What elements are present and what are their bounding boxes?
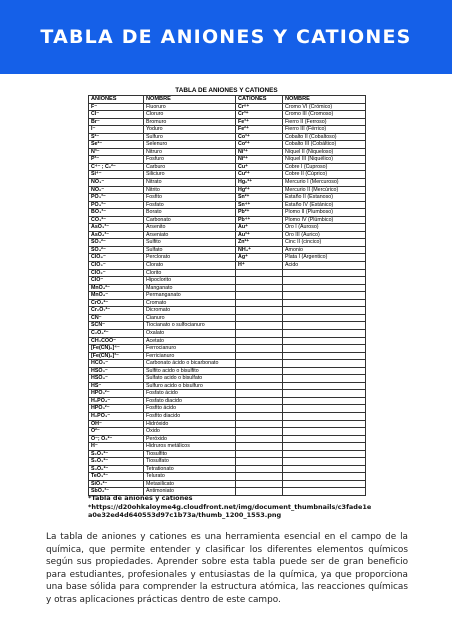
cation-formula [236, 405, 283, 413]
anion-name: Ferricianuro [144, 352, 236, 360]
header-nombre-cation: NOMBRE [283, 96, 366, 104]
table-row [89, 262, 366, 270]
anion-name: Tiosulfato [144, 458, 236, 466]
table-row [89, 224, 366, 232]
anion-formula: F⁻ [89, 103, 144, 111]
anion-formula: Cr₂O₇²⁻ [89, 307, 144, 315]
anion-name: Telurato [144, 473, 236, 481]
cation-formula: Co³⁺ [236, 133, 283, 141]
table-row [89, 405, 366, 413]
table-row [89, 412, 366, 420]
cation-name: Estaño IV (Estánico) [283, 201, 366, 209]
table-header-row [89, 96, 366, 104]
anion-formula: NO₃⁻ [89, 179, 144, 187]
anion-formula: MnO₄²⁻ [89, 284, 144, 292]
cation-formula [236, 329, 283, 337]
cation-formula [236, 480, 283, 488]
table-title: TABLA DE ANIONES Y CATIONES [175, 87, 278, 94]
caption-title: *Tabla de aniones y cationes [88, 494, 193, 502]
anion-formula: Si⁴⁻ [89, 171, 144, 179]
table-row [89, 201, 366, 209]
cation-name [283, 435, 366, 443]
table-row [89, 337, 366, 345]
cation-formula: Zn²⁺ [236, 239, 283, 247]
cation-formula: Cr⁶⁺ [236, 103, 283, 111]
cation-formula: Fe³⁺ [236, 118, 283, 126]
cation-name: Fierro II (Ferroso) [283, 118, 366, 126]
anion-name: Fosfito diacido [144, 412, 236, 420]
cation-formula [236, 345, 283, 353]
cation-formula: Cu²⁺ [236, 171, 283, 179]
cation-formula [236, 465, 283, 473]
anion-name: Borato [144, 209, 236, 217]
anion-name: Dicromato [144, 307, 236, 315]
cation-formula [236, 390, 283, 398]
anion-formula: O²⁻ [89, 428, 144, 436]
anion-name: Sulfito acido o bisulfito [144, 367, 236, 375]
anion-name: Metasilicato [144, 480, 236, 488]
anion-name: Perclorato [144, 254, 236, 262]
table-row [89, 126, 366, 134]
anion-formula: H₂PO₃⁻ [89, 412, 144, 420]
anion-name: Selenuro [144, 141, 236, 149]
anion-formula: HPO₃²⁻ [89, 390, 144, 398]
anion-formula: SO₄²⁻ [89, 246, 144, 254]
anion-name: Fosfito [144, 194, 236, 202]
cation-name [283, 345, 366, 353]
cation-name [283, 443, 366, 451]
cation-formula [236, 412, 283, 420]
table-row [89, 246, 366, 254]
cation-name: Mercurio I (Mercuroso) [283, 179, 366, 187]
table-row [89, 307, 366, 315]
anion-name: Oxalato [144, 329, 236, 337]
cation-name: Fierro III (Férrico) [283, 126, 366, 134]
table-row [89, 360, 366, 368]
cation-name [283, 337, 366, 345]
table-row [89, 194, 366, 202]
anion-formula: ClO₂⁻ [89, 269, 144, 277]
anion-name: Fosfuro [144, 156, 236, 164]
anion-formula: S₄O₆²⁻ [89, 465, 144, 473]
cation-name [283, 277, 366, 285]
table-row [89, 329, 366, 337]
anion-formula: S₂O₃²⁻ [89, 458, 144, 466]
anion-name: Siliciuro [144, 171, 236, 179]
cation-formula: Co²⁺ [236, 141, 283, 149]
anion-name: Nitrito [144, 186, 236, 194]
anion-name: Tetrationato [144, 465, 236, 473]
anion-formula: CrO₄²⁻ [89, 299, 144, 307]
cation-formula [236, 382, 283, 390]
image-caption [88, 494, 388, 520]
cation-name [283, 480, 366, 488]
table-row [89, 458, 366, 466]
cation-name [283, 473, 366, 481]
anion-name: Ferrocianuro [144, 345, 236, 353]
anion-name: Sulfato [144, 246, 236, 254]
cation-formula [236, 314, 283, 322]
anion-name: Tiocianato o sulfocianuro [144, 322, 236, 330]
cation-formula [236, 428, 283, 436]
anion-name: Manganato [144, 284, 236, 292]
cation-formula [236, 269, 283, 277]
cation-name [283, 269, 366, 277]
anion-name: Clorato [144, 262, 236, 270]
table-row [89, 443, 366, 451]
anion-name: Cianuro [144, 314, 236, 322]
anion-formula: HSO₃⁻ [89, 367, 144, 375]
anion-formula: TeO₃²⁻ [89, 473, 144, 481]
table-row [89, 465, 366, 473]
cation-formula: Hg²⁺ [236, 186, 283, 194]
cation-name: Cinc II (cincico) [283, 239, 366, 247]
table-row [89, 148, 366, 156]
anion-name: Carbonato [144, 216, 236, 224]
anion-name: Antimoniato [144, 488, 236, 496]
cation-formula: NH₄⁺ [236, 246, 283, 254]
anion-name: Tiosulfito [144, 450, 236, 458]
cation-name: Cromo VI (Crómico) [283, 103, 366, 111]
cation-formula [236, 352, 283, 360]
anion-formula: Se²⁻ [89, 141, 144, 149]
anion-name: Fluoruro [144, 103, 236, 111]
cation-name: Ácido [283, 262, 366, 270]
cation-formula [236, 284, 283, 292]
anion-name: Sulfuro [144, 133, 236, 141]
anion-formula: HS⁻ [89, 382, 144, 390]
cation-name [283, 352, 366, 360]
anion-name: Hidruros metálicos [144, 443, 236, 451]
cation-formula [236, 435, 283, 443]
anion-name: Fosfato [144, 201, 236, 209]
anion-name: Bromuro [144, 118, 236, 126]
anion-formula: NO₂⁻ [89, 186, 144, 194]
table-row [89, 435, 366, 443]
anion-name: Cromato [144, 299, 236, 307]
anion-name: Hipoclorito [144, 277, 236, 285]
cation-name: Estaño II (Estanoso) [283, 194, 366, 202]
anion-name: Fosfato diacido [144, 397, 236, 405]
cation-name: Mercurio II (Mercúrico) [283, 186, 366, 194]
table-row [89, 209, 366, 217]
anion-formula: S₂O₃²⁻ [89, 450, 144, 458]
cation-formula [236, 397, 283, 405]
cation-formula [236, 337, 283, 345]
cation-formula [236, 322, 283, 330]
table-row [89, 133, 366, 141]
cation-formula [236, 420, 283, 428]
anion-formula: AsO₃³⁻ [89, 224, 144, 232]
cation-formula: Hg₂²⁺ [236, 179, 283, 187]
cation-name: Oro III (Aurico) [283, 231, 366, 239]
table-row [89, 450, 366, 458]
table-row [89, 397, 366, 405]
cation-formula: Ni²⁺ [236, 156, 283, 164]
anion-name: Hidróxido [144, 420, 236, 428]
cation-name [283, 465, 366, 473]
body-paragraph: La tabla de aniones y cationes es una herramienta esencial en el campo de la química, que permite entender y clasificar los diferentes elementos químicos según sus propiedades. Aprender sobre esta tabla puede ser de gran beneficio para estudiantes, profesionales y entusiastas de la química, ya que proporciona una base sólida para comprender la estructura atómica, las reacciones químicas y otras aplicaciones prácticas dentro de este campo. [46, 532, 408, 605]
ion-table-image [88, 87, 365, 496]
caption-source-url-cont: a0e32ed4d640553d97c1b73a/thumb_1200_1553.png [88, 511, 282, 520]
table-row [89, 367, 366, 375]
cation-formula [236, 299, 283, 307]
anion-formula: CH₃COO⁻ [89, 337, 144, 345]
anion-name: Fosfito ácido [144, 405, 236, 413]
page-title: TABLA DE ANIONES Y CATIONES [40, 26, 412, 48]
table-row [89, 239, 366, 247]
table-row [89, 171, 366, 179]
anion-formula: H₂PO₄⁻ [89, 397, 144, 405]
cation-name: Cobalto II (Cobaltoso) [283, 133, 366, 141]
anion-name: Carburo [144, 163, 236, 171]
anion-formula: ClO₃⁻ [89, 262, 144, 270]
cation-formula [236, 277, 283, 285]
cation-formula [236, 458, 283, 466]
anion-formula: S²⁻ [89, 133, 144, 141]
anion-name: Sulfato acido o bisulfato [144, 375, 236, 383]
anion-formula: SO₃²⁻ [89, 239, 144, 247]
anion-formula: C₂O₄²⁻ [89, 329, 144, 337]
table-row [89, 163, 366, 171]
cation-name [283, 390, 366, 398]
anion-formula: HSO₄⁻ [89, 375, 144, 383]
cation-name: Níquel II (Niqueloso) [283, 148, 366, 156]
table-row [89, 314, 366, 322]
anion-formula: Br⁻ [89, 118, 144, 126]
anion-formula: SCN⁻ [89, 322, 144, 330]
cation-name [283, 420, 366, 428]
table-row [89, 299, 366, 307]
cation-name [283, 299, 366, 307]
anion-name: Peróxido [144, 435, 236, 443]
cation-name [283, 322, 366, 330]
anion-formula: BO₃³⁻ [89, 209, 144, 217]
cation-name: Oro I (Auroso) [283, 224, 366, 232]
anion-formula: P³⁻ [89, 156, 144, 164]
cation-name: Cobre II (Cúprico) [283, 171, 366, 179]
anion-name: Nitruro [144, 148, 236, 156]
anion-formula: [Fe(CN)₆]³⁻ [89, 352, 144, 360]
cation-formula [236, 473, 283, 481]
table-row [89, 269, 366, 277]
anion-name: Nitrato [144, 179, 236, 187]
anion-formula: PO₃³⁻ [89, 194, 144, 202]
table-row [89, 277, 366, 285]
table-row [89, 473, 366, 481]
anion-name: Arsenito [144, 224, 236, 232]
cation-name [283, 450, 366, 458]
anion-name: Sulfuro acido o bisulfuro [144, 382, 236, 390]
cation-name: Amonio [283, 246, 366, 254]
anion-formula: ClO₄⁻ [89, 254, 144, 262]
cation-formula [236, 307, 283, 315]
cation-name: Plata I (Argentico) [283, 254, 366, 262]
anion-formula: ClO⁻ [89, 277, 144, 285]
table-row [89, 111, 366, 119]
cation-name [283, 428, 366, 436]
cation-name: Cobre I (Cuproso) [283, 163, 366, 171]
cation-name [283, 292, 366, 300]
cation-formula: Pb⁴⁺ [236, 216, 283, 224]
anion-formula: N³⁻ [89, 148, 144, 156]
cation-formula: Sn⁴⁺ [236, 201, 283, 209]
cation-name [283, 405, 366, 413]
cation-formula [236, 450, 283, 458]
cation-formula [236, 292, 283, 300]
table-row [89, 420, 366, 428]
cation-formula: Pb²⁺ [236, 209, 283, 217]
anion-formula: [Fe(CN)₆]⁴⁻ [89, 345, 144, 353]
anion-formula: C⁴⁻ ; C₂²⁻ [89, 163, 144, 171]
anion-formula: MnO₄⁻ [89, 292, 144, 300]
cation-name [283, 284, 366, 292]
header-cationes: CATIONES [236, 96, 283, 104]
anion-formula: CO₃²⁻ [89, 216, 144, 224]
table-row [89, 345, 366, 353]
cation-name [283, 397, 366, 405]
anion-formula: CN⁻ [89, 314, 144, 322]
cation-formula: Ni³⁺ [236, 148, 283, 156]
cation-formula: Cr³⁺ [236, 111, 283, 119]
table-row [89, 186, 366, 194]
anion-name: Cloruro [144, 111, 236, 119]
anion-name: Óxido [144, 428, 236, 436]
header-nombre-anion: NOMBRE [144, 96, 236, 104]
cation-name [283, 329, 366, 337]
table-row [89, 179, 366, 187]
caption-source-url: *https://d20ohkaloyme4g.cloudfront.net/img/document_thumbnails/c3fade1e [88, 502, 372, 511]
anion-formula: OH⁻ [89, 420, 144, 428]
anion-formula: PO₄³⁻ [89, 201, 144, 209]
anion-formula: O⁻; O₂²⁻ [89, 435, 144, 443]
cation-formula: Sn²⁺ [236, 194, 283, 202]
table-row [89, 254, 366, 262]
cation-formula: Fe²⁺ [236, 126, 283, 134]
ion-table [88, 95, 366, 496]
cation-formula: Ag⁺ [236, 254, 283, 262]
cation-name: Plomo II (Plumboso) [283, 209, 366, 217]
anion-formula: HCO₃⁻ [89, 360, 144, 368]
cation-formula: Au⁺ [236, 224, 283, 232]
anion-name: Fosfato ácido [144, 390, 236, 398]
cation-name: Cromo III (Cromoso) [283, 111, 366, 119]
table-row [89, 141, 366, 149]
cation-formula [236, 367, 283, 375]
anion-formula: HPO₃²⁻ [89, 405, 144, 413]
anion-name: Sulfito [144, 239, 236, 247]
anion-formula: H⁻ [89, 443, 144, 451]
table-row [89, 156, 366, 164]
cation-formula [236, 360, 283, 368]
table-row [89, 428, 366, 436]
cation-name [283, 458, 366, 466]
title-banner [0, 0, 452, 74]
table-row [89, 284, 366, 292]
cation-name: Plomo IV (Plúmbico) [283, 216, 366, 224]
cation-name: Cobalto III (Cobáltico) [283, 141, 366, 149]
header-aniones: ANIONES [89, 96, 144, 104]
table-row [89, 390, 366, 398]
anion-name: Acetato [144, 337, 236, 345]
cation-formula [236, 375, 283, 383]
table-row [89, 375, 366, 383]
anion-formula: Cl⁻ [89, 111, 144, 119]
table-row [89, 352, 366, 360]
cation-name [283, 367, 366, 375]
cation-name [283, 412, 366, 420]
anion-name: Carbonato ácido o bicarbonato [144, 360, 236, 368]
cation-formula [236, 443, 283, 451]
cation-name [283, 382, 366, 390]
cation-name [283, 360, 366, 368]
table-row [89, 231, 366, 239]
cation-formula: Au³⁺ [236, 231, 283, 239]
table-row [89, 118, 366, 126]
anion-name: Permanganato [144, 292, 236, 300]
cation-name [283, 314, 366, 322]
table-row [89, 382, 366, 390]
anion-name: Arseniato [144, 231, 236, 239]
table-row [89, 216, 366, 224]
cation-name [283, 375, 366, 383]
cation-name [283, 307, 366, 315]
cation-name: Níquel III (Niquélico) [283, 156, 366, 164]
table-row [89, 322, 366, 330]
table-row [89, 480, 366, 488]
anion-formula: SiO₃²⁻ [89, 480, 144, 488]
anion-formula: AsO₄³⁻ [89, 231, 144, 239]
anion-name: Clorito [144, 269, 236, 277]
anion-formula: I⁻ [89, 126, 144, 134]
anion-name: Yoduro [144, 126, 236, 134]
cation-formula: H⁺ [236, 262, 283, 270]
anion-formula: SbO₄³⁻ [89, 488, 144, 496]
cation-formula: Cu⁺ [236, 163, 283, 171]
table-row [89, 103, 366, 111]
table-body [89, 103, 366, 495]
table-row [89, 292, 366, 300]
